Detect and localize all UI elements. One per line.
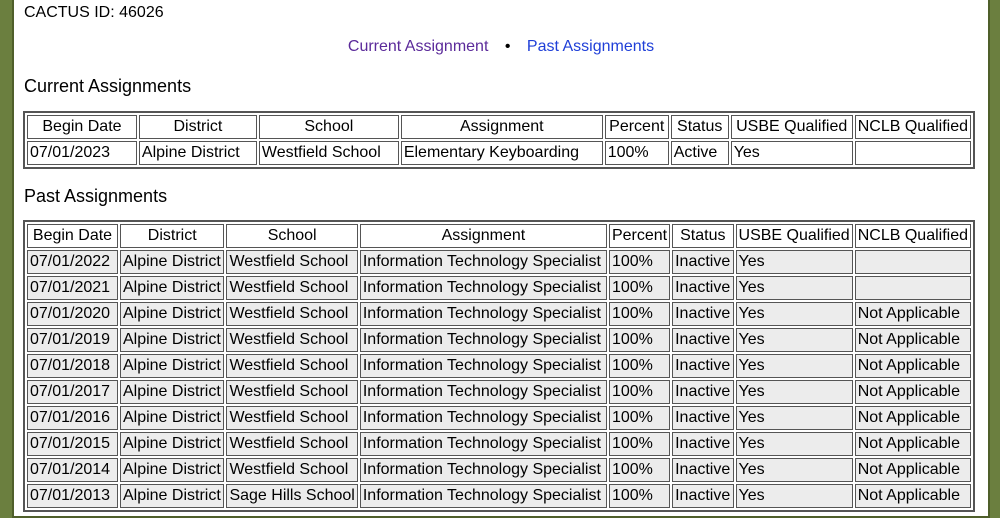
cell-begin-date: 07/01/2022	[27, 250, 118, 274]
cell-status: Inactive	[672, 302, 733, 326]
cell-status: Inactive	[672, 250, 733, 274]
cell-usbe-qualified: Yes	[736, 276, 853, 300]
table-row	[27, 328, 971, 352]
cell-district: Alpine District	[120, 250, 224, 274]
cell-usbe-qualified: Yes	[736, 328, 853, 352]
current-assignments-heading: Current Assignments	[24, 76, 192, 96]
table-header-row	[27, 224, 971, 248]
cell-nclb-qualified: Not Applicable	[855, 484, 971, 508]
cell-status: Inactive	[672, 406, 733, 430]
cell-status: Inactive	[672, 380, 733, 404]
cell-district: Alpine District	[120, 276, 224, 300]
table-header-row	[27, 115, 971, 139]
cell-status: Active	[671, 141, 729, 165]
cell-percent: 100%	[609, 458, 670, 482]
cell-usbe-qualified: Yes	[736, 250, 853, 274]
assignment-nav	[14, 38, 988, 56]
header-assignment: Assignment	[360, 224, 607, 248]
cell-district: Alpine District	[120, 328, 224, 352]
cell-district: Alpine District	[120, 432, 224, 456]
cell-status: Inactive	[672, 328, 733, 352]
cell-nclb-qualified: Not Applicable	[855, 328, 971, 352]
cell-nclb-qualified: Not Applicable	[855, 432, 971, 456]
cell-nclb-qualified	[855, 276, 971, 300]
table-row	[27, 250, 971, 274]
header-usbe-qualified: USBE Qualified	[736, 224, 853, 248]
table-row	[27, 458, 971, 482]
cell-usbe-qualified: Yes	[736, 458, 853, 482]
current-assignment-link[interactable]: Current Assignment	[347, 38, 489, 55]
cell-begin-date: 07/01/2014	[27, 458, 118, 482]
cell-usbe-qualified: Yes	[736, 484, 853, 508]
header-percent: Percent	[609, 224, 670, 248]
table-row	[27, 432, 971, 456]
cell-usbe-qualified: Yes	[736, 354, 853, 378]
cell-begin-date: 07/01/2013	[27, 484, 118, 508]
cell-percent: 100%	[609, 302, 670, 326]
cell-assignment: Information Technology Specialist	[360, 302, 607, 326]
table-row	[27, 354, 971, 378]
cell-percent: 100%	[609, 432, 670, 456]
past-assignments-link[interactable]: Past Assignments	[526, 38, 655, 55]
cell-percent: 100%	[609, 380, 670, 404]
nav-separator: •	[504, 38, 511, 55]
cell-status: Inactive	[672, 276, 733, 300]
cell-begin-date: 07/01/2020	[27, 302, 118, 326]
cell-school: Westfield School	[226, 250, 357, 274]
cell-percent: 100%	[609, 250, 670, 274]
cell-assignment: Information Technology Specialist	[360, 380, 607, 404]
header-school: School	[226, 224, 357, 248]
cell-begin-date: 07/01/2018	[27, 354, 118, 378]
cell-school: Westfield School	[226, 276, 357, 300]
cell-usbe-qualified: Yes	[736, 432, 853, 456]
cell-school: Westfield School	[226, 458, 357, 482]
table-row	[27, 484, 971, 508]
header-district: District	[139, 115, 257, 139]
header-begin-date: Begin Date	[27, 224, 118, 248]
cell-begin-date: 07/01/2023	[27, 141, 137, 165]
cell-assignment: Information Technology Specialist	[360, 484, 607, 508]
header-percent: Percent	[605, 115, 669, 139]
cell-nclb-qualified: Not Applicable	[855, 406, 971, 430]
cell-assignment: Elementary Keyboarding	[401, 141, 603, 165]
content-panel	[12, 0, 990, 518]
cell-status: Inactive	[672, 458, 733, 482]
cell-nclb-qualified: Not Applicable	[855, 354, 971, 378]
header-nclb-qualified: NCLB Qualified	[855, 115, 971, 139]
table-row	[27, 406, 971, 430]
cell-begin-date: 07/01/2016	[27, 406, 118, 430]
cell-begin-date: 07/01/2015	[27, 432, 118, 456]
cell-percent: 100%	[609, 328, 670, 352]
cell-assignment: Information Technology Specialist	[360, 432, 607, 456]
cell-usbe-qualified: Yes	[736, 302, 853, 326]
cell-district: Alpine District	[120, 458, 224, 482]
table-row	[27, 380, 971, 404]
header-begin-date: Begin Date	[27, 115, 137, 139]
cell-school: Westfield School	[226, 432, 357, 456]
cactus-id: CACTUS ID: 46026	[24, 4, 164, 21]
current-assignments-table	[23, 111, 975, 169]
cell-percent: 100%	[605, 141, 669, 165]
cell-district: Alpine District	[120, 484, 224, 508]
cell-percent: 100%	[609, 484, 670, 508]
cell-school: Westfield School	[226, 302, 357, 326]
cell-percent: 100%	[609, 354, 670, 378]
cell-status: Inactive	[672, 354, 733, 378]
cell-assignment: Information Technology Specialist	[360, 458, 607, 482]
cell-percent: 100%	[609, 406, 670, 430]
cell-usbe-qualified: Yes	[736, 406, 853, 430]
cell-begin-date: 07/01/2019	[27, 328, 118, 352]
cell-nclb-qualified: Not Applicable	[855, 380, 971, 404]
cell-usbe-qualified: Yes	[736, 380, 853, 404]
header-status: Status	[671, 115, 729, 139]
cell-district: Alpine District	[139, 141, 257, 165]
header-school: School	[259, 115, 399, 139]
cell-school: Westfield School	[259, 141, 399, 165]
header-district: District	[120, 224, 224, 248]
past-assignments-heading: Past Assignments	[24, 186, 168, 206]
cell-district: Alpine District	[120, 354, 224, 378]
header-status: Status	[672, 224, 733, 248]
table-row	[27, 141, 971, 165]
cell-assignment: Information Technology Specialist	[360, 328, 607, 352]
cell-school: Westfield School	[226, 406, 357, 430]
header-assignment: Assignment	[401, 115, 603, 139]
cell-nclb-qualified: Not Applicable	[855, 302, 971, 326]
cell-assignment: Information Technology Specialist	[360, 354, 607, 378]
cell-usbe-qualified: Yes	[731, 141, 853, 165]
cell-status: Inactive	[672, 484, 733, 508]
cell-school: Sage Hills School	[226, 484, 357, 508]
cell-school: Westfield School	[226, 380, 357, 404]
cell-district: Alpine District	[120, 406, 224, 430]
cell-nclb-qualified: Not Applicable	[855, 458, 971, 482]
cell-assignment: Information Technology Specialist	[360, 276, 607, 300]
cell-begin-date: 07/01/2017	[27, 380, 118, 404]
header-nclb-qualified: NCLB Qualified	[855, 224, 971, 248]
past-assignments-table	[23, 220, 975, 512]
cell-begin-date: 07/01/2021	[27, 276, 118, 300]
cell-percent: 100%	[609, 276, 670, 300]
cell-assignment: Information Technology Specialist	[360, 406, 607, 430]
cell-district: Alpine District	[120, 302, 224, 326]
cell-nclb-qualified	[855, 141, 971, 165]
cell-district: Alpine District	[120, 380, 224, 404]
cell-assignment: Information Technology Specialist	[360, 250, 607, 274]
cell-school: Westfield School	[226, 328, 357, 352]
table-row	[27, 276, 971, 300]
header-usbe-qualified: USBE Qualified	[731, 115, 853, 139]
cell-nclb-qualified	[855, 250, 971, 274]
cell-status: Inactive	[672, 432, 733, 456]
table-row	[27, 302, 971, 326]
cell-school: Westfield School	[226, 354, 357, 378]
